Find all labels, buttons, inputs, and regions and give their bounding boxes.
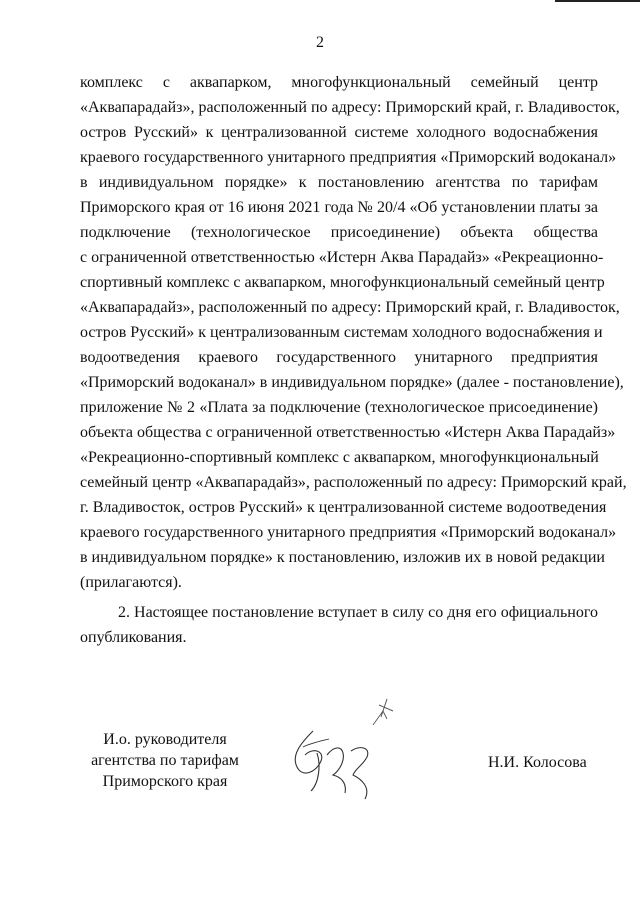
text-line: водоотведения краевого государственного унитарного предприятия — [80, 349, 598, 366]
text-line: остров Русский» к централизованным системам холодного водоснабжения и — [80, 324, 603, 341]
paragraph-2 — [80, 600, 598, 650]
text-line: «Приморский водоканал» в индивидуальном порядке» (далее - постановление), — [80, 374, 624, 391]
text-line: приложение № 2 «Плата за подключение (технологическое присоединение) — [80, 399, 598, 416]
text-line: г. Владивосток, остров Русский» к централизованной системе водоотведения — [80, 499, 607, 516]
signer-title-line: И.о. руководителя — [103, 731, 227, 748]
paragraph-1 — [80, 70, 627, 595]
text-line: «Аквапарадайз», расположенный по адресу: Приморский край, г. Владивосток, — [80, 99, 620, 116]
page-number: 2 — [316, 34, 324, 51]
signer-name: Н.И. Колосова — [488, 754, 587, 771]
signer-title-line: агентства по тарифам — [91, 752, 239, 769]
text-line: краевого государственного унитарного предприятия «Приморский водоканал» — [80, 149, 617, 166]
text-line: с ограниченной ответственностью «Истерн Аква Парадайз» «Рекреационно- — [80, 249, 604, 266]
text-line: Приморского края от 16 июня 2021 года № 20/4 «Об установлении платы за — [80, 199, 598, 216]
text-line: 2. Настоящее постановление вступает в силу со дня его официального — [118, 604, 598, 621]
signer-title-line: Приморского края — [102, 773, 228, 790]
text-line: семейный центр «Аквапарадайз», расположенный по адресу: Приморский край, — [80, 474, 627, 491]
text-line: подключение (технологическое присоединение) объекта общества — [80, 224, 598, 241]
text-line: опубликования. — [80, 629, 187, 646]
text-line: остров Русский» к централизованной системе холодного водоснабжения — [80, 124, 598, 141]
signature-image — [283, 695, 413, 805]
body-text — [80, 70, 627, 650]
signer-title — [60, 729, 270, 792]
text-line: «Рекреационно-спортивный комплекс с аквапарком, многофункциональный — [80, 449, 599, 466]
text-line: спортивный комплекс с аквапарком, многофункциональный семейный центр — [80, 274, 605, 291]
text-line: объекта общества с ограниченной ответственностью «Истерн Аква Парадайз» — [80, 424, 616, 441]
text-line: в индивидуальном порядке» к постановлению агентства по тарифам — [80, 174, 598, 191]
text-line: краевого государственного унитарного предприятия «Приморский водоканал» — [80, 524, 617, 541]
text-line: в индивидуальном порядке» к постановлению, изложив их в новой редакции — [80, 549, 605, 566]
text-line: комплекс с аквапарком, многофункциональный семейный центр — [80, 74, 598, 91]
text-line: «Аквапарадайз», расположенный по адресу: Приморский край, г. Владивосток, — [80, 299, 620, 316]
corner-mark — [555, 0, 640, 7]
text-line: (прилагаются). — [80, 574, 182, 591]
